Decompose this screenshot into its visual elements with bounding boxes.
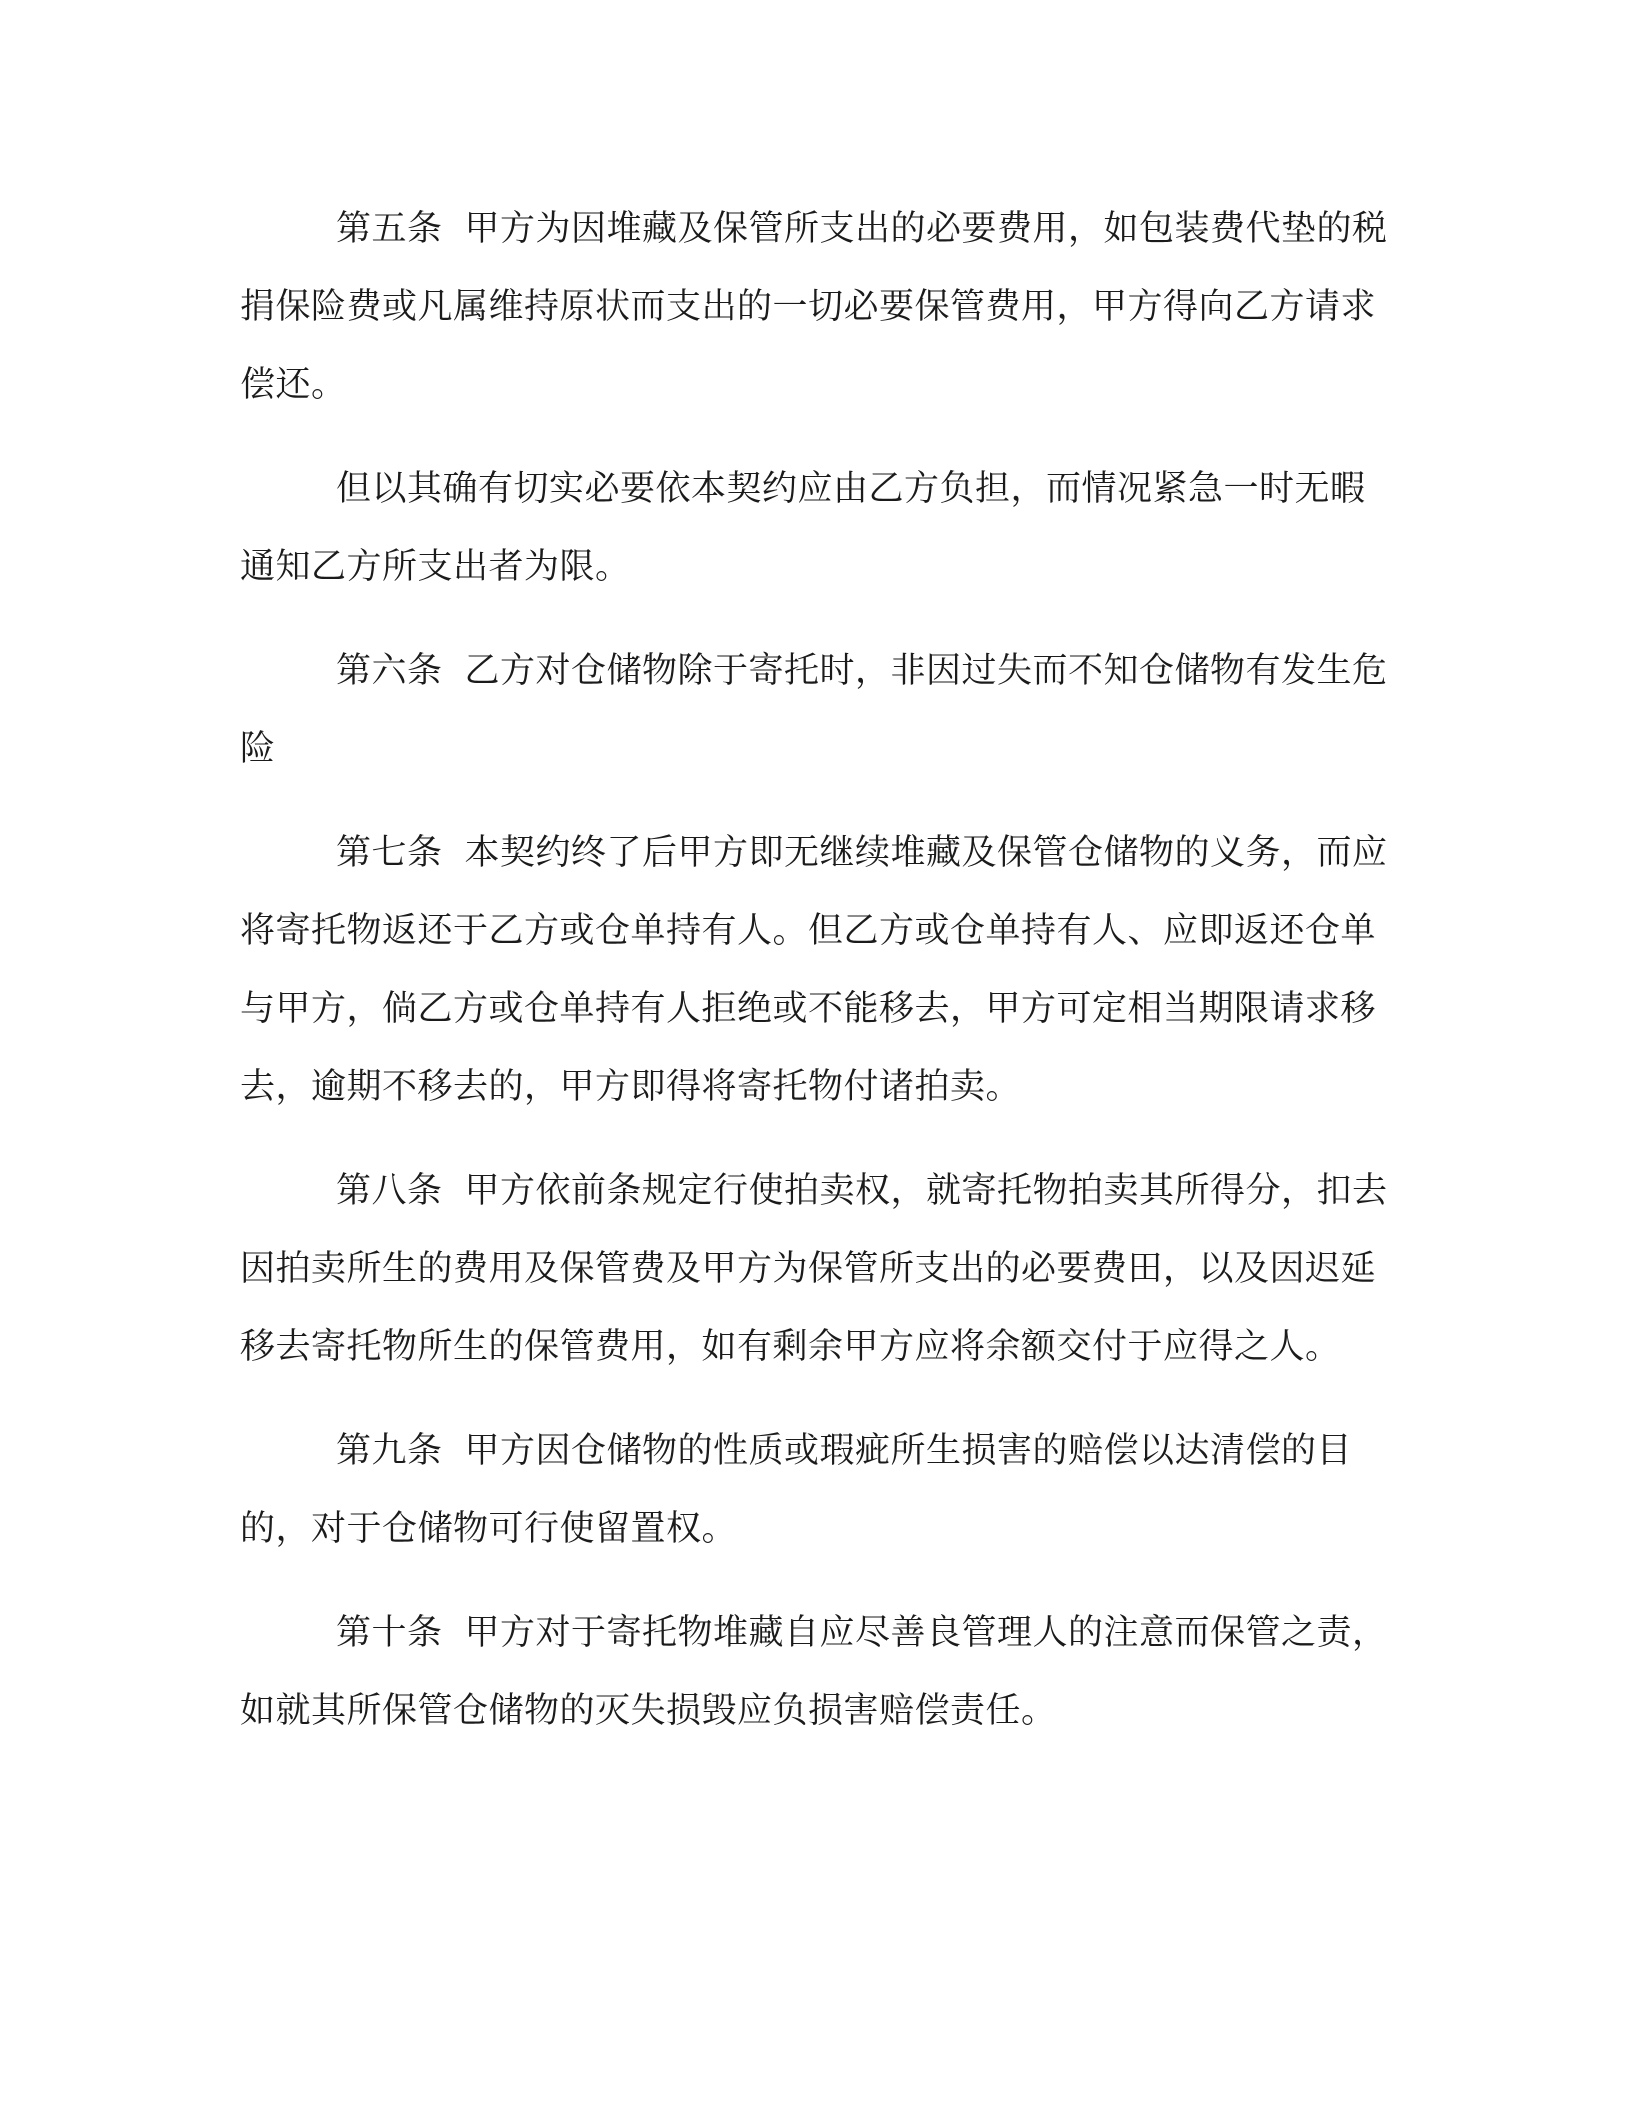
- article-9-paragraph: [240, 1412, 1400, 1568]
- article-5-paragraph: [240, 190, 1400, 424]
- article-text: 本契约终了后甲方即无继续堆藏及保管仓储物的义务，而应将寄托物返还于乙方或仓单持有人。但乙方或仓单持有人、应即返还仓单与甲方，倘乙方或仓单持有人拒绝或不能移去，甲方可定相当期限请求移去，逾期不移去的，甲方即得将寄托物付诸拍卖。: [240, 833, 1388, 1107]
- article-number: 第九条: [336, 1431, 443, 1471]
- article-number: 第八条: [336, 1171, 443, 1211]
- article-text: 但以其确有切实必要依本契约应由乙方负担，而情况紧急一时无暇通知乙方所支出者为限。: [240, 469, 1366, 587]
- article-5-continuation-paragraph: [240, 450, 1400, 606]
- article-text: 甲方为因堆藏及保管所支出的必要费用，如包装费代垫的税捐保险费或凡属维持原状而支出的一切必要保管费用，甲方得向乙方请求偿还。: [240, 209, 1388, 405]
- article-text: 乙方对仓储物除于寄托时，非因过失而不知仓储物有发生危险: [240, 651, 1388, 769]
- article-text: 甲方对于寄托物堆藏自应尽善良管理人的注意而保管之责，如就其所保管仓储物的灭失损毁应负损害赔偿责任。: [240, 1613, 1388, 1731]
- article-10-paragraph: [240, 1594, 1400, 1750]
- article-number: 第六条: [336, 651, 443, 691]
- article-6-paragraph: [240, 632, 1400, 788]
- article-8-paragraph: [240, 1152, 1400, 1386]
- article-text: 甲方因仓储物的性质或瑕疵所生损害的赔偿以达清偿的目的，对于仓储物可行使留置权。: [240, 1431, 1353, 1549]
- document-body: [240, 190, 1400, 1776]
- article-number: 第七条: [336, 833, 443, 873]
- article-7-paragraph: [240, 814, 1400, 1126]
- article-number: 第五条: [336, 209, 443, 249]
- article-number: 第十条: [336, 1613, 443, 1653]
- article-text: 甲方依前条规定行使拍卖权，就寄托物拍卖其所得分，扣去因拍卖所生的费用及保管费及甲方为保管所支出的必要费田，以及因迟延移去寄托物所生的保管费用，如有剩余甲方应将余额交付于应得之人。: [240, 1171, 1388, 1367]
